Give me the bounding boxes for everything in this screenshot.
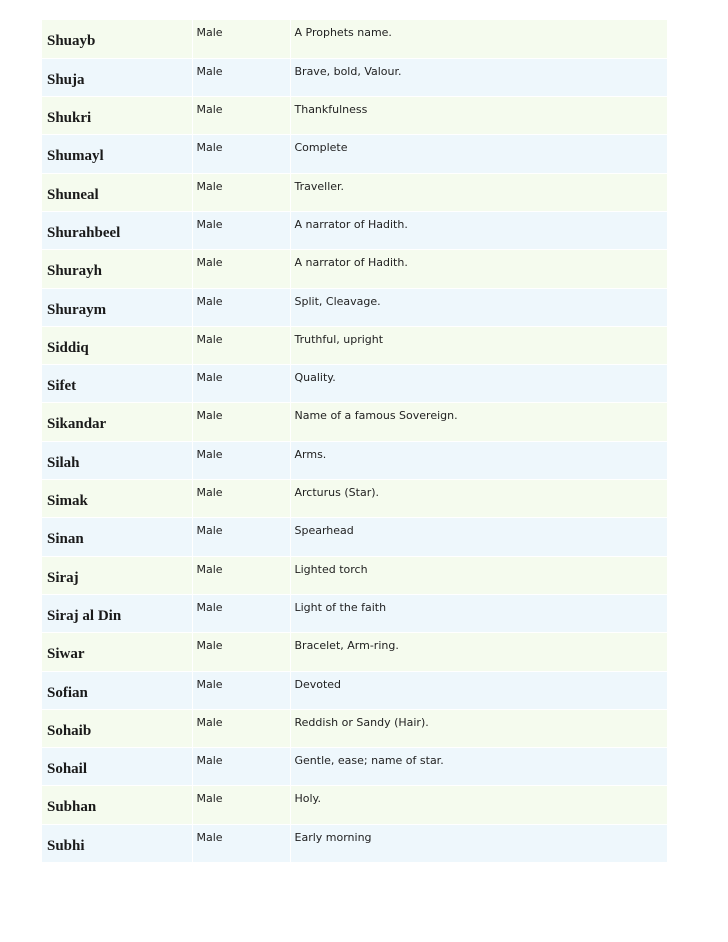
gender-cell: Male [192, 173, 290, 211]
gender-cell: Male [192, 633, 290, 671]
gender-cell: Male [192, 250, 290, 288]
gender-cell: Male [192, 288, 290, 326]
table-row [42, 288, 667, 326]
table-row [42, 480, 667, 518]
table-row [42, 556, 667, 594]
name-cell: Shukri [42, 97, 192, 135]
meaning-cell: Split, Cleavage. [290, 288, 667, 326]
table-row [42, 211, 667, 249]
gender-cell: Male [192, 748, 290, 786]
gender-cell: Male [192, 824, 290, 862]
name-cell: Shurayh [42, 250, 192, 288]
table-row [42, 173, 667, 211]
table-row [42, 20, 667, 58]
gender-cell: Male [192, 556, 290, 594]
name-cell: Siraj al Din [42, 594, 192, 632]
table-row [42, 786, 667, 824]
gender-cell: Male [192, 594, 290, 632]
gender-cell: Male [192, 211, 290, 249]
name-cell: Sikandar [42, 403, 192, 441]
meaning-cell: Bracelet, Arm-ring. [290, 633, 667, 671]
name-cell: Shurahbeel [42, 211, 192, 249]
table-row [42, 441, 667, 479]
name-cell: Silah [42, 441, 192, 479]
meaning-cell: Arcturus (Star). [290, 480, 667, 518]
meaning-cell: Spearhead [290, 518, 667, 556]
meaning-cell: Early morning [290, 824, 667, 862]
name-cell: Shumayl [42, 135, 192, 173]
table-row [42, 365, 667, 403]
name-cell: Shuja [42, 58, 192, 96]
meaning-cell: A narrator of Hadith. [290, 211, 667, 249]
meaning-cell: Traveller. [290, 173, 667, 211]
meaning-cell: Truthful, upright [290, 326, 667, 364]
name-cell: Subhi [42, 824, 192, 862]
name-cell: Sohaib [42, 709, 192, 747]
meaning-cell: Complete [290, 135, 667, 173]
name-cell: Shuneal [42, 173, 192, 211]
meaning-cell: Reddish or Sandy (Hair). [290, 709, 667, 747]
gender-cell: Male [192, 403, 290, 441]
table-row [42, 135, 667, 173]
meaning-cell: A Prophets name. [290, 20, 667, 58]
name-cell: Siwar [42, 633, 192, 671]
name-cell: Sohail [42, 748, 192, 786]
meaning-cell: Devoted [290, 671, 667, 709]
gender-cell: Male [192, 20, 290, 58]
table-row [42, 709, 667, 747]
name-cell: Sinan [42, 518, 192, 556]
gender-cell: Male [192, 709, 290, 747]
meaning-cell: Quality. [290, 365, 667, 403]
table-row [42, 97, 667, 135]
table-row [42, 671, 667, 709]
gender-cell: Male [192, 365, 290, 403]
table-row [42, 748, 667, 786]
meaning-cell: Arms. [290, 441, 667, 479]
table-row [42, 403, 667, 441]
name-cell: Siddiq [42, 326, 192, 364]
meaning-cell: Holy. [290, 786, 667, 824]
table-row [42, 633, 667, 671]
name-cell: Subhan [42, 786, 192, 824]
meaning-cell: Thankfulness [290, 97, 667, 135]
table-row [42, 594, 667, 632]
table-row [42, 824, 667, 862]
table-row [42, 58, 667, 96]
table-row [42, 518, 667, 556]
names-table [42, 20, 667, 863]
gender-cell: Male [192, 441, 290, 479]
name-cell: Shuayb [42, 20, 192, 58]
gender-cell: Male [192, 480, 290, 518]
name-cell: Shuraym [42, 288, 192, 326]
gender-cell: Male [192, 97, 290, 135]
gender-cell: Male [192, 326, 290, 364]
gender-cell: Male [192, 135, 290, 173]
meaning-cell: Gentle, ease; name of star. [290, 748, 667, 786]
name-cell: Sifet [42, 365, 192, 403]
name-cell: Siraj [42, 556, 192, 594]
meaning-cell: A narrator of Hadith. [290, 250, 667, 288]
meaning-cell: Lighted torch [290, 556, 667, 594]
name-cell: Sofian [42, 671, 192, 709]
gender-cell: Male [192, 518, 290, 556]
table-row [42, 326, 667, 364]
names-table-body [42, 20, 667, 863]
meaning-cell: Light of the faith [290, 594, 667, 632]
meaning-cell: Name of a famous Sovereign. [290, 403, 667, 441]
gender-cell: Male [192, 58, 290, 96]
table-row [42, 250, 667, 288]
meaning-cell: Brave, bold, Valour. [290, 58, 667, 96]
name-cell: Simak [42, 480, 192, 518]
gender-cell: Male [192, 671, 290, 709]
gender-cell: Male [192, 786, 290, 824]
